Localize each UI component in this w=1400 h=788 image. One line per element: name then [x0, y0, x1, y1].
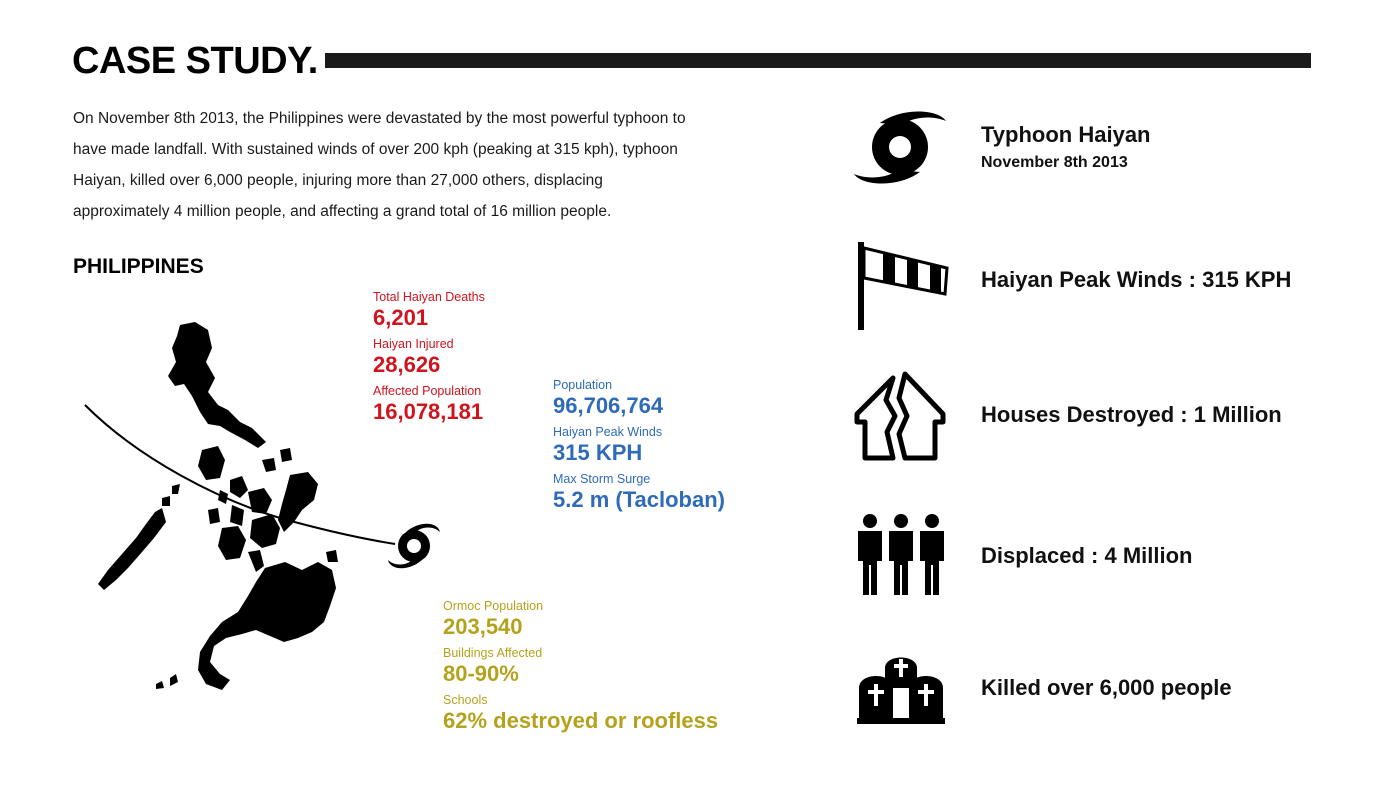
fact-winds — [981, 267, 1291, 293]
stat-value: 315 KPH — [553, 440, 643, 465]
map-section-title: PHILIPPINES — [73, 255, 204, 278]
stat-value: 16,078,181 — [373, 399, 484, 424]
stat-label: Buildings Affected — [443, 646, 543, 660]
philippines-islands — [98, 322, 338, 690]
title-rule — [325, 53, 1311, 68]
stat-label: Affected Population — [373, 384, 482, 398]
intro-paragraph: On November 8th 2013, the Philippines were devastated by the most powerful typhoon to have made landfall. With sustained winds of over 200 kph (peaking at 315 kph), typhoon Haiyan, killed over 6,000 people, injuring more than 27,000 others, displacing approximately 4 million people, and affecting a grand total of 16 million people. — [73, 110, 686, 220]
stats-blue — [553, 378, 725, 519]
stat-value: 62% destroyed or roofless — [443, 708, 719, 733]
fact-main-text: Killed over 6,000 people — [981, 675, 1232, 700]
fact-main-text: Houses Destroyed : 1 Million — [981, 402, 1282, 427]
stats-olive — [443, 599, 718, 740]
stat-label: Total Haiyan Deaths — [373, 290, 485, 304]
fact-typhoon — [981, 122, 1151, 172]
broken-house-icon — [853, 370, 948, 465]
stat-value: 5.2 m (Tacloban) — [553, 487, 725, 512]
stat-label: Max Storm Surge — [553, 472, 651, 486]
stat-value: 28,626 — [373, 352, 441, 377]
stat-label: Population — [553, 378, 613, 392]
stats-red — [373, 290, 485, 431]
stat-value: 203,540 — [443, 614, 523, 639]
fact-displaced — [981, 543, 1192, 569]
windsock-icon — [855, 242, 955, 332]
stat-label: Haiyan Peak Winds — [553, 425, 663, 439]
fact-main-text: Typhoon Haiyan — [981, 122, 1151, 147]
stat-value: 96,706,764 — [553, 393, 664, 418]
fact-sub-text: November 8th 2013 — [981, 154, 1128, 171]
stat-label: Ormoc Population — [443, 599, 544, 613]
typhoon-marker-icon — [388, 524, 440, 569]
people-icon — [855, 513, 947, 597]
typhoon-icon — [850, 105, 950, 190]
stat-value: 6,201 — [373, 305, 429, 330]
stat-value: 80-90% — [443, 661, 519, 686]
gravestones-icon — [857, 650, 945, 724]
stat-label: Haiyan Injured — [373, 337, 454, 351]
fact-main-text: Displaced : 4 Million — [981, 543, 1193, 568]
fact-main-text: Haiyan Peak Winds : 315 KPH — [981, 267, 1292, 292]
fact-killed — [981, 675, 1232, 701]
page-title: CASE STUDY. — [72, 40, 318, 82]
stat-label: Schools — [443, 693, 488, 707]
fact-houses — [981, 402, 1282, 428]
